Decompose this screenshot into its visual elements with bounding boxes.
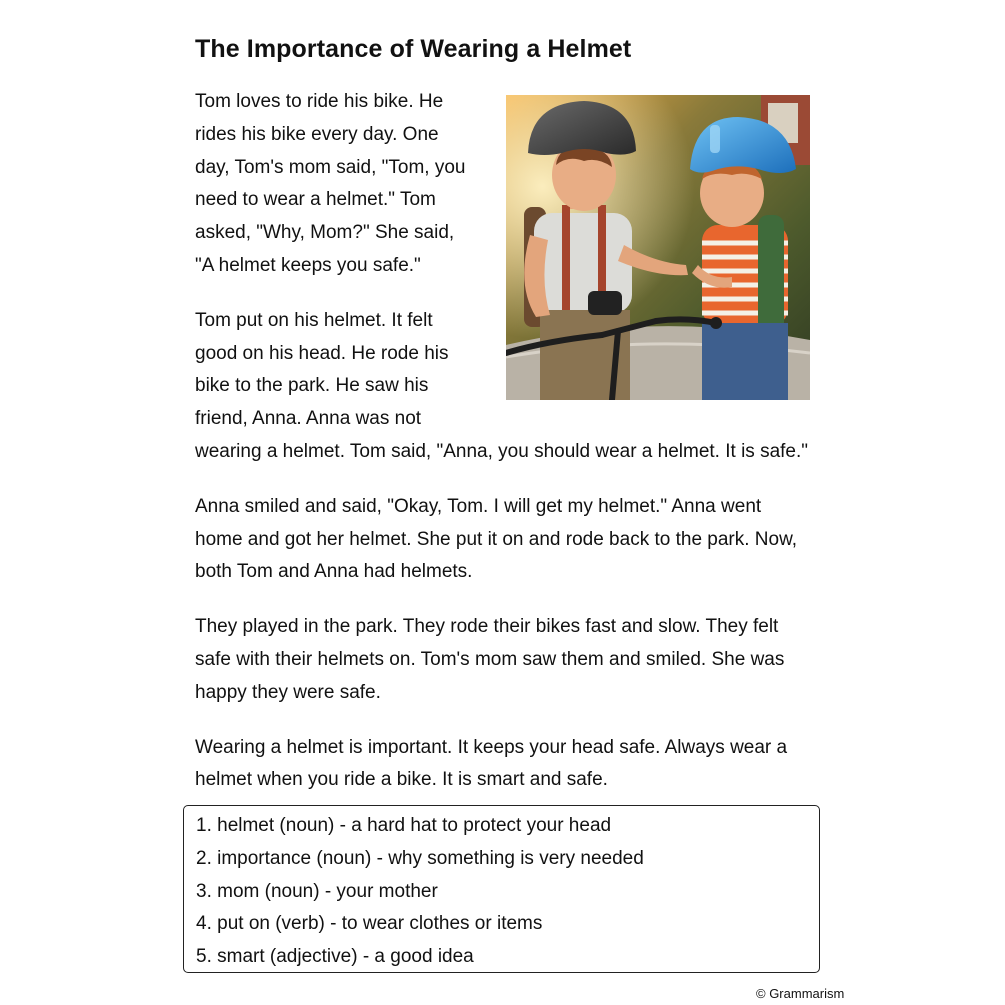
story-illustration — [506, 95, 810, 400]
paragraph: Tom put on his helmet. It felt good on his head. He rode his bike to the park. He saw his friend, Anna. Anna was not wearing a helmet. Tom said, "Anna, you should wear a helmet. It is safe." — [195, 309, 809, 462]
vocabulary-box — [183, 805, 820, 973]
paragraph: Tom loves to ride his bike. He rides his bike every day. One day, Tom's mom said, "Tom, you need to wear a helmet." Tom asked, "Why, Mom?" She said, "A helmet keeps you safe." — [195, 91, 466, 276]
paragraph: Wearing a helmet is important. It keeps your head safe. Always wear a helmet when you ride a bike. It is smart and safe. — [195, 736, 788, 791]
copyright-notice: © Grammarism — [756, 986, 845, 1001]
vocabulary-item: 5. smart (adjective) - a good idea — [196, 946, 474, 968]
paragraph: Anna smiled and said, "Okay, Tom. I will get my helmet." Anna went home and got her helmet. She put it on and rode back to the park. Now, both Tom and Anna had helmets. — [195, 495, 798, 583]
vocabulary-item: 2. importance (noun) - why something is very needed — [196, 847, 644, 869]
vocabulary-item: 1. helmet (noun) - a hard hat to protect your head — [196, 815, 612, 836]
vocabulary-item: 4. put on (verb) - to wear clothes or items — [196, 913, 543, 935]
story-text — [195, 86, 813, 819]
paragraph: They played in the park. They rode their bikes fast and slow. They felt safe with their helmets on. Tom's mom saw them and smiled. She was happy they were safe. — [195, 616, 785, 703]
vocabulary-list — [196, 810, 807, 974]
page-title: The Importance of Wearing a Helmet — [195, 35, 632, 63]
vocabulary-item: 3. mom (noun) - your mother — [196, 880, 438, 902]
